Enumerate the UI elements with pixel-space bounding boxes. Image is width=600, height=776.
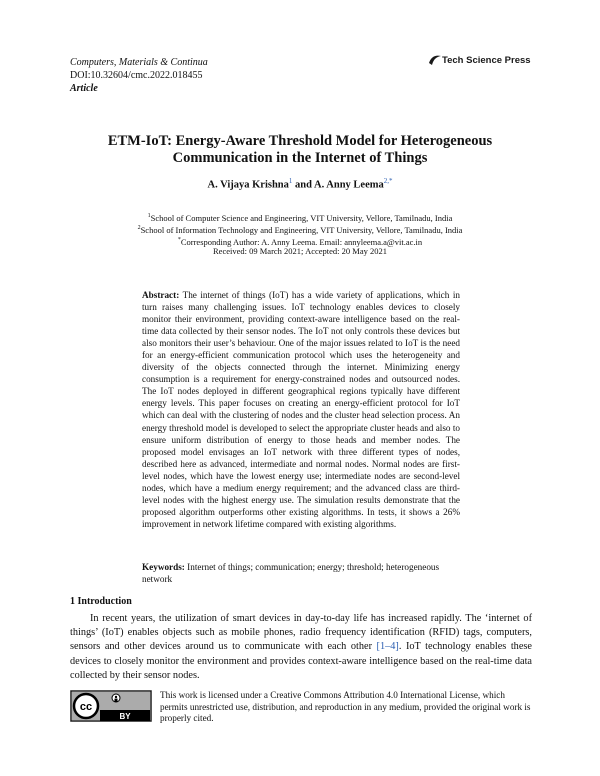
doi[interactable]: DOI:10.32604/cmc.2022.018455 xyxy=(70,70,203,81)
author-name: A. Vijaya Krishna xyxy=(207,179,289,191)
section-heading: 1 Introduction xyxy=(70,596,132,607)
received-dates: Received: 09 March 2021; Accepted: 20 May 2021 xyxy=(213,246,387,256)
article-type: Article xyxy=(70,83,98,94)
affil-text: School of Information Technology and Engineering, VIT University, Vellore, Tamilnadu, India xyxy=(140,224,463,235)
affiliation-2 xyxy=(60,223,540,236)
affil-marker: * xyxy=(177,237,181,243)
affil-text: School of Computer Science and Engineering, VIT University, Vellore, Tamilnadu, India xyxy=(150,212,453,223)
paper-title: ETM-IoT: Energy-Aware Threshold Model for Heterogeneous Communication in the Internet of Things xyxy=(107,133,493,166)
publisher-name: Tech Science Press xyxy=(442,55,531,66)
author-connector: and xyxy=(292,179,315,191)
corr-text: Corresponding Author: A. Anny Leema. Email: annyleema.a@vit.ac.in xyxy=(180,236,423,247)
affil-marker: 2 xyxy=(137,225,141,231)
para-text: . IoT technology enables these devices to closely monitor the environment and provides context-aware intelligence based on the real-time data collected by their sensor nodes. xyxy=(70,641,532,681)
affil-marker: 1 xyxy=(147,213,151,219)
author-affil-marker[interactable]: 2,* xyxy=(383,177,393,185)
keywords-text: Internet of things; communication; energy; threshold; heterogeneous network xyxy=(142,562,440,584)
keywords-label: Keywords: xyxy=(142,562,185,572)
author-name: A. Anny Leema xyxy=(314,179,384,191)
cc-badge-text: cc xyxy=(79,701,93,713)
cc-by-license-icon[interactable] xyxy=(70,690,152,722)
citation-link[interactable]: [1–4] xyxy=(376,641,399,653)
abstract-text: The internet of things (IoT) has a wide variety of applications, which in turn raises many challenging issues. IoT technology enables devices to closely monitor their environment, providing context-aware intelligence based on the real-time data collected by their sensor nodes. The IoT not only controls these devices but also monitors their user’s behaviour. One of the major issues related to IoT is the need for an energy-efficient communication protocol which uses the heterogeneity and diversity of the objects connected through the internet. Minimizing energy consumption is a requirement for energy-constrained nodes and outsourced nodes. The IoT nodes deployed in different geographical regions typically have different energy levels. This paper focuses on creating an energy-efficient protocol for IoT which can deal with the clustering of nodes and the cluster head selection process. An energy threshold model is developed to select the appropriate cluster heads and also to ensure uniform distribution of energy to those heads and member nodes. The proposed model envisages an IoT network with three different types of nodes, described here as advanced, intermediate and normal nodes. Normal nodes are first-level nodes, which have the lowest energy use; intermediate nodes are second-level nodes, which have a medium energy requirement; and the advanced class are third-level nodes with the highest energy use. The simulation results demonstrate that the proposed algorithm outperforms other existing algorithms. In tests, it shows a 26% improvement in network lifetime compared with existing algorithms. xyxy=(142,290,460,529)
by-badge-text: BY xyxy=(119,712,131,721)
keywords xyxy=(142,561,460,585)
publisher-logo xyxy=(428,53,540,69)
abstract xyxy=(142,289,460,530)
author-affil-marker[interactable]: 1 xyxy=(288,177,293,185)
publisher-swoosh-icon xyxy=(428,53,442,67)
intro-paragraph xyxy=(70,612,532,683)
journal-name: Computers, Materials & Continua xyxy=(70,57,208,68)
abstract-label: Abstract: xyxy=(142,290,180,300)
license-text: This work is licensed under a Creative Commons Attribution 4.0 International License, which permits unrestricted use, distribution, and reproduction in any medium, provided the original work is properly cited. xyxy=(160,690,531,723)
affiliation-1 xyxy=(60,211,540,224)
author-line xyxy=(60,177,540,191)
para-text: In recent years, the utilization of smart devices in day-to-day life has increased rapidly. The ‘internet of things’ (IoT) enables objects such as mobile phones, radio frequency identification (RFID) tags, computers, sensors and other devices around us to communicate with each other xyxy=(70,613,532,653)
